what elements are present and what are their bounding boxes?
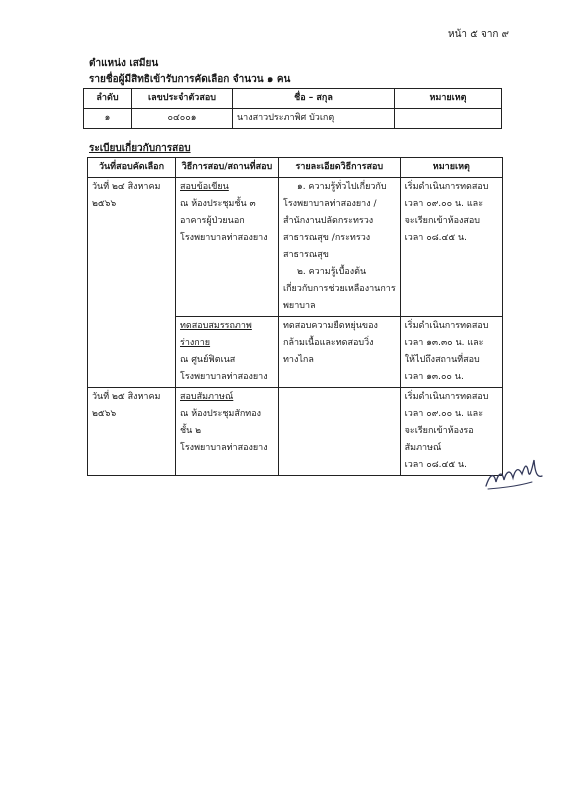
note-line: เริ่มดำเนินการทดสอบ [404,392,489,402]
header-date: วันที่สอบคัดเลือก [88,158,176,178]
note-line: จะเรียกเข้าห้องรอ [404,426,474,436]
date-line: วันที่ ๒๔ สิงหาคม [92,182,161,192]
method-title: สอบข้อเขียน [180,182,229,192]
table-row [88,388,503,476]
cell-exam-id: ๐๔๐๐๑ [132,109,233,129]
cell-name: นางสาวประภาพิศ บัวเกตุ [233,109,395,129]
method-line: ชั้น ๒ [180,426,202,436]
detail-line: สาธารณสุข [283,250,329,260]
schedule-title: ระเบียบเกี่ยวกับการสอบ [89,143,191,154]
method-line: โรงพยาบาลท่าสองยาง [180,372,268,382]
candidate-list-title: รายชื่อผู้มีสิทธิเข้ารับการคัดเลือก จำนวน ๑ คน [89,74,291,85]
position-title: ตำแหน่ง เสมียน [89,58,159,69]
note-line: เริ่มดำเนินการทดสอบ [404,321,489,331]
method-line: ณ ห้องประชุมสักทอง [180,409,262,419]
detail-line: สำนักงานปลัดกระทรวง [283,216,374,226]
note-line: จะเรียกเข้าห้องสอบ [404,216,481,226]
cell-details [279,388,401,476]
detail-line: พยาบาล [283,301,316,311]
date-line: ๒๕๖๖ [92,199,117,209]
cell-date [88,388,176,476]
header-note: หมายเหตุ [395,89,502,109]
note-line: เริ่มดำเนินการทดสอบ [404,182,489,192]
handwritten-signature [482,452,544,492]
cell-details [279,317,401,388]
detail-line: สาธารณสุข /กระทรวง [283,233,371,243]
method-title: ทดสอบสมรรถภาพ [180,321,252,331]
note-line: เวลา ๐๙.๐๐ น. และ [404,409,484,419]
note-line: เวลา ๑๓.๐๐ น. [404,372,464,382]
cell-details [279,178,401,317]
header-name: ชื่อ – สกุล [233,89,395,109]
detail-line: โรงพยาบาลท่าสองยาง / [283,199,377,209]
cell-no: ๑ [84,109,132,129]
method-line: โรงพยาบาลท่าสองยาง [180,233,268,243]
table-header-row [88,158,503,178]
detail-line: ๑. ความรู้ทั่วไปเกี่ยวกับ [297,182,387,192]
method-line: ณ ศูนย์ฟิตเนส [180,355,236,365]
header-method: วิธีการสอบ/สถานที่สอบ [176,158,279,178]
table-row [84,109,502,129]
detail-line: เกี่ยวกับการช่วยเหลืองานการ [283,284,396,294]
header-exam-id: เลขประจำตัวสอบ [132,89,233,109]
cell-note [400,178,502,317]
page-number: หน้า ๕ จาก ๙ [447,29,509,40]
cell-method [176,317,279,388]
cell-date [88,178,176,388]
table-header-row [84,89,502,109]
detail-line: ทดสอบความยืดหยุ่นของ [283,321,378,331]
method-title: สอบสัมภาษณ์ [180,392,234,402]
date-line: ๒๕๖๖ [92,409,117,419]
table-row [88,178,503,317]
schedule-table [87,157,503,476]
detail-line: ทางไกล [283,355,314,365]
method-line: โรงพยาบาลท่าสองยาง [180,443,268,453]
cell-method [176,178,279,317]
header-details: รายละเอียดวิธีการสอบ [279,158,401,178]
header-note: หมายเหตุ [400,158,502,178]
cell-method [176,388,279,476]
note-line: เวลา ๑๓.๓๐ น. และ [404,338,484,348]
detail-line: กล้ามเนื้อและทดสอบวิ่ง [283,338,374,348]
method-line: อาคารผู้ป่วยนอก [180,216,245,226]
note-line: ให้ไปถึงสถานที่สอบ [404,355,480,365]
method-line: ณ ห้องประชุมชั้น ๓ [180,199,256,209]
note-line: สัมภาษณ์ [404,443,442,453]
cell-note [395,109,502,129]
date-line: วันที่ ๒๕ สิงหาคม [92,392,161,402]
candidates-table [83,88,502,129]
note-line: เวลา ๐๘.๔๕ น. [404,233,468,243]
header-no: ลำดับ [84,89,132,109]
method-title-cont: ร่างกาย [180,338,211,348]
note-line: เวลา ๐๙.๐๐ น. และ [404,199,484,209]
cell-note [400,317,502,388]
detail-line: ๒. ความรู้เบื้องต้น [297,267,367,277]
note-line: เวลา ๐๘.๔๕ น. [404,460,468,470]
